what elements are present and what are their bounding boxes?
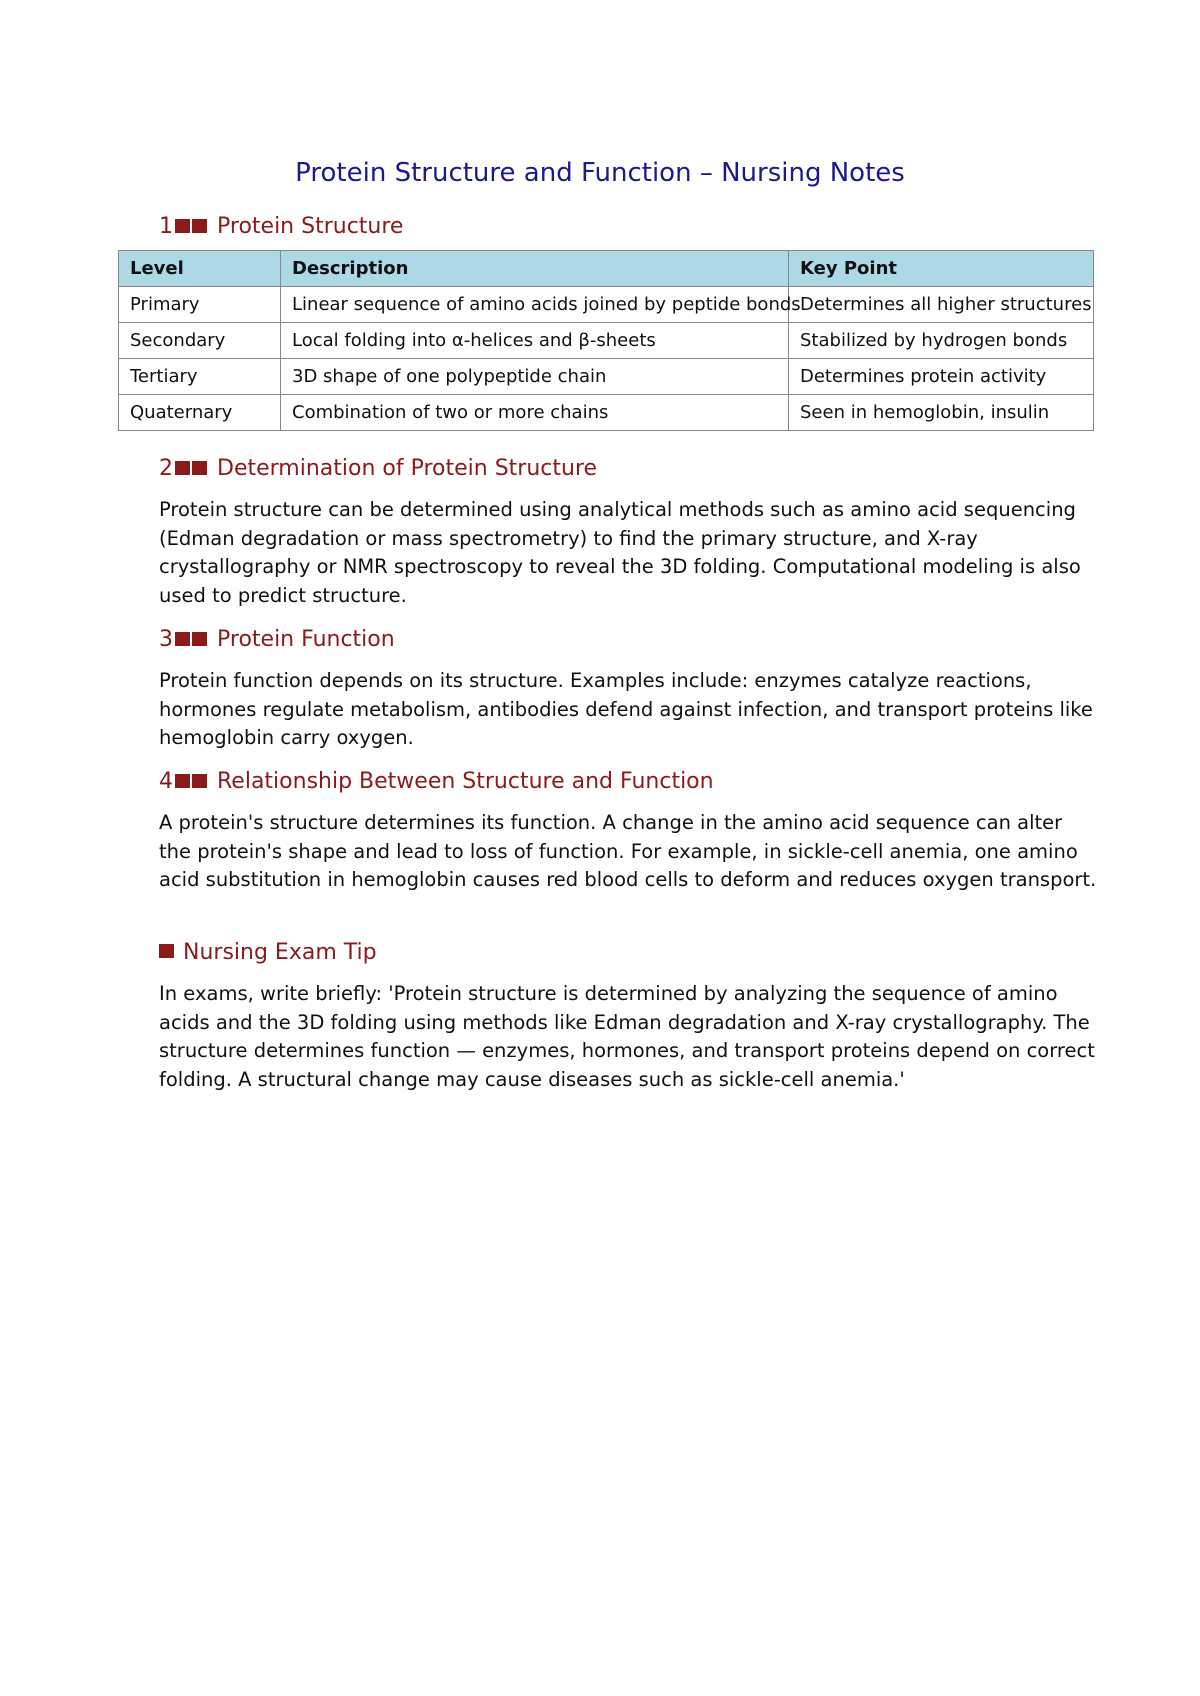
table-row xyxy=(119,395,1094,431)
page-title: Protein Structure and Function – Nursing Notes xyxy=(295,158,905,188)
section-heading-text: Protein Structure xyxy=(217,214,404,239)
table-cell: Tertiary xyxy=(119,359,281,395)
table-cell: Secondary xyxy=(119,323,281,359)
section-body-2: Protein structure can be determined using analytical methods such as amino acid sequencing (Edman degradation or mass spectrometry) to find the primary structure, and X-ray crystallography or NMR spectroscopy to reveal the 3D folding. Computational modeling is also used to predict structure. xyxy=(159,498,1081,607)
table-cell: Stabilized by hydrogen bonds xyxy=(789,323,1094,359)
tip-heading xyxy=(159,940,377,965)
section-heading-text: Determination of Protein Structure xyxy=(217,456,598,481)
section-heading-4 xyxy=(159,769,714,795)
section-number: 2 xyxy=(159,456,173,481)
table-cell: Determines all higher structures xyxy=(789,287,1094,323)
section-heading-1 xyxy=(159,214,403,240)
table-header-cell: Level xyxy=(119,251,281,287)
table-cell: Local folding into α-helices and β-sheets xyxy=(281,323,789,359)
table-cell: Seen in hemoglobin, insulin xyxy=(789,395,1094,431)
table-cell: Linear sequence of amino acids joined by peptide bonds xyxy=(281,287,789,323)
table-header-row xyxy=(119,251,1094,287)
bullet-block-icon xyxy=(159,944,174,958)
bullet-blocks-icon xyxy=(175,457,209,482)
table-cell: Quaternary xyxy=(119,395,281,431)
section-number: 4 xyxy=(159,769,173,794)
table-header-cell: Description xyxy=(281,251,789,287)
section-body-4: A protein's structure determines its function. A change in the amino acid sequence can alter the protein's shape and lead to loss of function. For example, in sickle-cell anemia, one amino acid substitution in hemoglobin causes red blood cells to deform and reduces oxygen transport. xyxy=(159,811,1097,891)
bullet-blocks-icon xyxy=(175,770,209,795)
bullet-blocks-icon xyxy=(175,628,209,653)
table-row xyxy=(119,359,1094,395)
section-heading-3 xyxy=(159,627,395,653)
section-number: 1 xyxy=(159,214,173,239)
table-cell: Combination of two or more chains xyxy=(281,395,789,431)
section-body-3: Protein function depends on its structure. Examples include: enzymes catalyze reactions, hormones regulate metabolism, antibodies defend against infection, and transport proteins like hemoglobin carry oxygen. xyxy=(159,669,1093,749)
table-row xyxy=(119,323,1094,359)
table-row xyxy=(119,287,1094,323)
table-header-cell: Key Point xyxy=(789,251,1094,287)
bullet-blocks-icon xyxy=(175,215,209,240)
section-number: 3 xyxy=(159,627,173,652)
tip-body: In exams, write briefly: 'Protein structure is determined by analyzing the sequence of amino acids and the 3D folding using methods like Edman degradation and X-ray crystallography. The structure determines function — enzymes, hormones, and transport proteins depend on correct folding. A structural change may cause diseases such as sickle-cell anemia.' xyxy=(159,982,1095,1091)
section-heading-2 xyxy=(159,456,597,482)
section-heading-text: Relationship Between Structure and Function xyxy=(217,769,714,794)
table-cell: Primary xyxy=(119,287,281,323)
section-heading-text: Protein Function xyxy=(217,627,395,652)
table-cell: Determines protein activity xyxy=(789,359,1094,395)
protein-structure-table xyxy=(118,250,1094,431)
tip-heading-text: Nursing Exam Tip xyxy=(183,940,377,965)
table-cell: 3D shape of one polypeptide chain xyxy=(281,359,789,395)
